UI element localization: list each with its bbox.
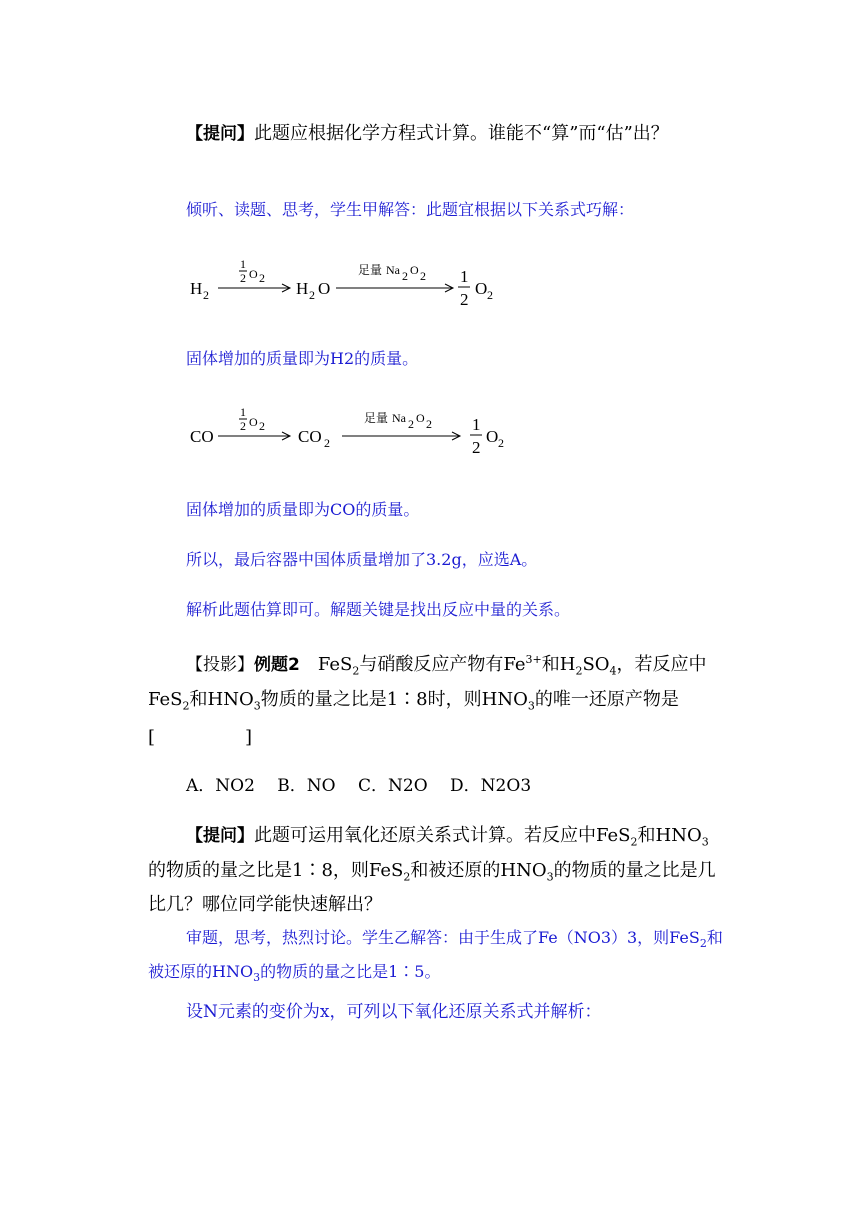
text: 的唯一还原产物是 [534,688,679,710]
note-1: 固体增加的质量即为H2的质量。 [186,349,419,368]
equation-2 [188,404,528,464]
eq1-reactant: H [190,279,203,298]
subscript: 2 [699,937,707,951]
text: 与硝酸反应产物有Fe [359,654,526,675]
eq2-a1-species: O [249,415,258,429]
subscript: 2 [352,664,360,678]
example-number: 例题2 [254,655,300,675]
text: 和H [541,654,576,675]
text: 和HNO [637,825,702,846]
eq1-a1-num: 1 [240,257,246,271]
text: SO [582,654,610,675]
eq1-prod: O [475,279,488,298]
question-2 [148,822,723,919]
text: 审题，思考，热烈讨论。学生乙解答：由于生成了Fe（NO3）3，则FeS [186,928,700,947]
eq2-prod-num: 1 [472,415,481,434]
question-1 [148,120,723,148]
eq2-a1-sub: 2 [259,419,265,433]
eq1-mid: H [296,279,309,298]
note-3: 所以，最后容器中国体质量增加了3.2g，应选A。 [186,550,538,569]
eq2-a1-num: 1 [240,405,246,419]
eq1-mid-sub: 2 [309,288,315,302]
eq1-a2-species: Na [386,263,400,277]
text: 的物质的量之比是几比几？哪位同学能快速解出？ [148,859,716,916]
eq1-a2-sub2: 2 [420,269,426,283]
answer-bracket: [ ] [148,727,253,748]
eq1-a2-sub1: 2 [402,269,408,283]
eq1-a2-cn: 足量 [358,263,383,277]
eq1-prod-sub: 2 [487,288,493,302]
subscript: 3 [253,699,261,713]
text: 的物质的量之比是1∶8，则FeS [148,859,404,881]
eq1-mid-tail: O [318,279,331,298]
eq1-a1-sub: 2 [259,271,265,285]
eq1-prod-num: 1 [460,267,469,286]
superscript: 3+ [525,653,542,666]
subscript: 3 [546,870,554,884]
subscript: 3 [701,835,709,849]
subscript: 3 [527,699,535,713]
answer-2 [148,924,723,992]
note-4: 解析此题估算即可。解题关键是找出反应中量的关系。 [186,600,571,619]
subscript: 2 [630,835,638,849]
question-text: 此题应根据化学方程式计算。谁能不“算”而“估”出？ [254,123,669,144]
question-label: 【提问】 [186,124,254,144]
note-2: 固体增加的质量即为CO的质量。 [186,500,420,519]
eq2-prod-sub: 2 [498,436,504,450]
eq1-a2-o: O [410,263,419,277]
eq2-a2-sub2: 2 [426,417,432,431]
eq2-mid: CO [298,427,322,446]
answer-3: 设N元素的变价为x，可列以下氧化还原关系式并解析： [186,1002,602,1022]
text: 和被还原的HNO [148,928,723,982]
subscript: 2 [575,664,583,678]
eq1-a1-den: 2 [240,271,246,285]
text: 此题可运用氧化还原关系式计算。若反应中FeS [254,825,631,846]
eq2-prod-den: 2 [472,438,481,457]
options: A．NO2 B．NO C．N2O D．N2O3 [186,776,532,796]
eq1-reactant-sub: 2 [203,288,209,302]
text: 物质的量之比是1∶8时，则HNO [260,688,528,710]
eq2-a2-cn: 足量 [364,411,389,425]
subscript: 2 [182,699,190,713]
eq1-a1-species: O [249,267,258,281]
text: 的物质的量之比是1∶5。 [260,962,441,982]
eq2-mid-sub: 2 [324,436,330,450]
example-label: 【投影】 [186,655,254,675]
eq1-prod-den: 2 [460,290,469,309]
eq2-prod: O [486,427,499,446]
eq2-a2-species: Na [392,411,406,425]
text: 和HNO [189,688,254,710]
eq2-reactant: CO [190,427,214,446]
equation-1 [188,256,528,316]
eq2-a2-sub1: 2 [408,417,414,431]
subscript: 3 [253,971,261,985]
answer-1: 倾听、读题、思考，学生甲解答：此题宜根据以下关系式巧解： [186,200,635,219]
text: 和被还原的HNO [410,859,547,881]
example-2 [148,646,723,720]
eq2-a2-o: O [416,411,425,425]
text: FeS [317,654,353,675]
subscript: 4 [609,664,617,678]
eq2-a1-den: 2 [240,419,246,433]
question-label: 【提问】 [186,826,254,846]
subscript: 2 [403,870,411,884]
text: ，若反应中FeS [148,654,707,710]
